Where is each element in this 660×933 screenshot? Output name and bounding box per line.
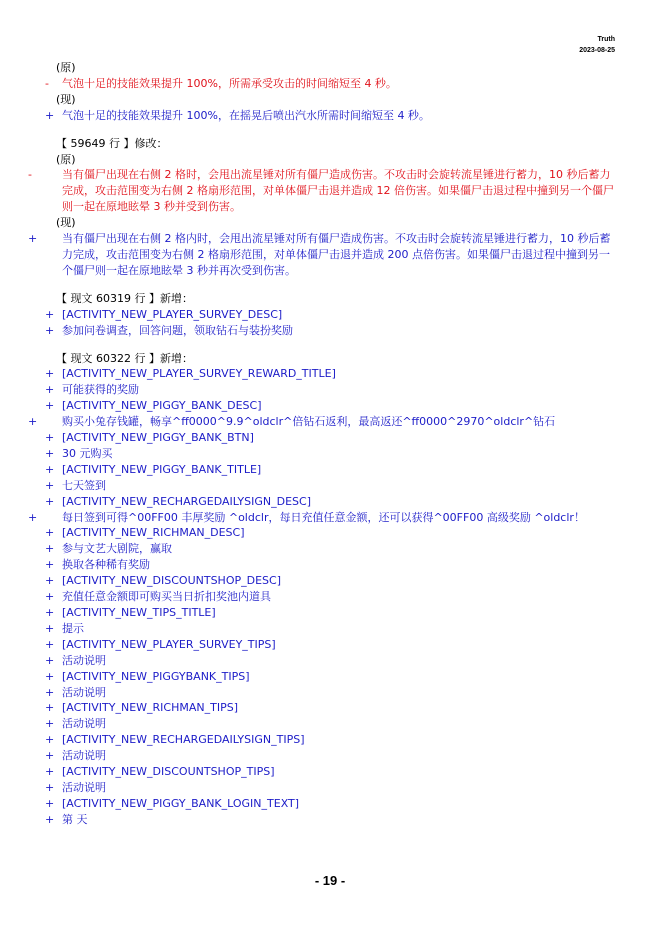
page-number: - 19 -: [314, 873, 346, 888]
section-label: 【 现文 60322 行 】新增：: [56, 351, 193, 365]
added-line: [45, 525, 620, 541]
added-line: [45, 796, 620, 812]
section-label: (原): [56, 152, 76, 166]
plus-marker: +: [45, 558, 55, 572]
added-line: [45, 573, 620, 589]
document-header-title: Truth: [597, 36, 615, 43]
added-line: [45, 478, 620, 494]
line-text: 参加问卷调查，回答问题，领取钻石与装扮奖励: [62, 323, 293, 337]
plus-marker: +: [45, 621, 55, 635]
added-line: [45, 541, 620, 557]
plus-marker: +: [45, 733, 55, 747]
plus-marker: +: [45, 399, 55, 413]
plus-marker: +: [45, 542, 55, 556]
deleted-line: [45, 76, 620, 92]
line-text: 每日签到可得^00FF00 丰厚奖励 ^oldclr，每日充值任意金额，还可以获得^00FF00 高级奖励 ^oldclr！: [62, 510, 585, 524]
line-text: 活动说明: [62, 717, 106, 731]
plus-marker: +: [45, 812, 55, 826]
plus-marker: +: [45, 701, 55, 715]
added-line: [45, 700, 620, 716]
added-line: [45, 780, 620, 796]
plus-marker: +: [45, 653, 55, 667]
plus-marker: +: [45, 765, 55, 779]
line-text: 第 天: [62, 812, 88, 826]
added-line: [45, 557, 620, 573]
plus-marker: +: [45, 606, 55, 619]
line-text: 换取各种稀有奖励: [62, 558, 150, 572]
plus-marker: +: [45, 323, 55, 337]
added-line: [45, 637, 620, 653]
added-line: [45, 307, 620, 323]
added-line: [45, 323, 620, 339]
line-text: 七天签到: [62, 478, 106, 492]
line-text: 活动说明: [62, 685, 106, 699]
plus-marker: +: [45, 383, 55, 397]
line-text: [ACTIVITY_NEW_PLAYER_SURVEY_REWARD_TITLE]: [62, 367, 336, 381]
document-body: [28, 60, 620, 828]
added-line: [45, 462, 620, 478]
added-line: [45, 621, 620, 637]
line-text: 活动说明: [62, 653, 106, 667]
line-text: 可能获得的奖励: [62, 383, 139, 397]
plus-marker: +: [45, 669, 55, 683]
paragraph-gap: [45, 124, 620, 136]
line-text: [ACTIVITY_NEW_PIGGY_BANK_DESC]: [62, 399, 262, 413]
added-line: [45, 382, 620, 398]
plus-marker: +: [45, 108, 55, 122]
line-text: 提示: [62, 621, 84, 635]
added-line: [28, 231, 620, 279]
section-label: 【 现文 60319 行 】新增：: [56, 291, 193, 305]
plus-marker: +: [45, 307, 55, 321]
plus-marker: +: [45, 590, 55, 604]
line-text: [ACTIVITY_NEW_PLAYER_SURVEY_DESC]: [62, 307, 283, 321]
added-line: [45, 589, 620, 605]
line-text: 参与文艺大剧院，赢取: [62, 542, 172, 556]
paragraph-gap: [45, 279, 620, 291]
line-text: 当有僵尸出现在右侧 2 格时，会甩出流星锤对所有僵尸造成伤害。不攻击时会旋转流星锤进行蓄力，10 秒后蓄力完成，攻击范围变为右侧 2 格扇形范围，对单体僵尸击退并造成 12 倍伤害。如果僵尸击退过程中撞到另一个僵尸则一起在原地眩晕 3 秒并受到伤害。: [62, 168, 614, 214]
plus-marker: +: [45, 526, 55, 540]
added-line: [28, 414, 620, 430]
line-text: [ACTIVITY_NEW_TIPS_TITLE]: [62, 606, 216, 619]
plus-marker: +: [45, 685, 55, 699]
line-text: [ACTIVITY_NEW_DISCOUNTSHOP_DESC]: [62, 574, 281, 588]
line-text: 活动说明: [62, 780, 106, 794]
plus-marker: +: [28, 232, 38, 246]
plus-marker: +: [45, 637, 55, 651]
added-line: [45, 764, 620, 780]
plus-marker: +: [45, 367, 55, 381]
added-line: [45, 446, 620, 462]
line-text: 气泡十足的技能效果提升 100%，所需承受攻击的时间缩短至 4 秒。: [62, 76, 397, 90]
line-text: [ACTIVITY_NEW_PIGGY_BANK_TITLE]: [62, 462, 262, 476]
line-text: [ACTIVITY_NEW_RECHARGEDAILYSIGN_DESC]: [62, 494, 312, 508]
line-text: [ACTIVITY_NEW_DISCOUNTSHOP_TIPS]: [62, 765, 275, 779]
line-text: 充值任意金额即可购买当日折扣奖池内道具: [62, 590, 271, 604]
line-text: 30 元购买: [62, 446, 113, 460]
line-text: [ACTIVITY_NEW_PIGGY_BANK_BTN]: [62, 431, 254, 445]
line-text: [ACTIVITY_NEW_RICHMAN_DESC]: [62, 526, 245, 540]
line-text: [ACTIVITY_NEW_PIGGYBANK_TIPS]: [62, 669, 250, 683]
line-text: 购买小兔存钱罐，畅享^ff0000^9.9^oldclr^倍钻石返利，最高返还^ff0000^2970^oldclr^钻石: [62, 415, 556, 429]
added-line: [45, 108, 620, 124]
section-label: (现): [56, 92, 76, 106]
line-text: [ACTIVITY_NEW_PIGGY_BANK_LOGIN_TEXT]: [62, 796, 300, 810]
plus-marker: +: [45, 574, 55, 588]
line-text: [ACTIVITY_NEW_RICHMAN_TIPS]: [62, 701, 238, 715]
line-text: 当有僵尸出现在右侧 2 格内时，会甩出流星锤对所有僵尸造成伤害。不攻击时会旋转流星锤进行蓄力，10 秒后蓄力完成，攻击范围变为右侧 2 格扇形范围，对单体僵尸击退并造成 200 点倍伤害。如果僵尸击退过程中撞到另一个僵尸则一起在原地眩晕 3 秒并再次受到伤害。: [62, 232, 611, 277]
added-line: [45, 685, 620, 701]
added-line: [45, 605, 620, 621]
line-text: [ACTIVITY_NEW_RECHARGEDAILYSIGN_TIPS]: [62, 733, 305, 747]
added-line: [45, 398, 620, 414]
plus-marker: +: [45, 796, 55, 810]
added-line: [45, 653, 620, 669]
section-label: (原): [56, 61, 76, 74]
deleted-line: [28, 167, 620, 215]
plus-marker: +: [45, 446, 55, 460]
plus-marker: +: [28, 510, 38, 524]
plus-marker: +: [45, 478, 55, 492]
plus-marker: +: [45, 780, 55, 794]
line-text: 气泡十足的技能效果提升 100%，在摇晃后喷出汽水所需时间缩短至 4 秒。: [62, 108, 430, 122]
added-line: [45, 430, 620, 446]
plus-marker: +: [45, 494, 55, 508]
minus-marker: -: [45, 76, 49, 90]
plus-marker: +: [28, 415, 38, 429]
added-line: [45, 669, 620, 685]
plus-marker: +: [45, 462, 55, 476]
added-line: [45, 366, 620, 382]
paragraph-gap: [45, 339, 620, 351]
minus-marker: -: [28, 168, 32, 182]
added-line: [28, 510, 620, 526]
added-line: [45, 812, 620, 828]
added-line: [45, 732, 620, 748]
added-line: [45, 494, 620, 510]
plus-marker: +: [45, 717, 55, 731]
section-label: 【 59649 行 】修改：: [56, 136, 168, 150]
plus-marker: +: [45, 431, 55, 445]
line-text: [ACTIVITY_NEW_PLAYER_SURVEY_TIPS]: [62, 637, 276, 651]
section-label: (现): [56, 216, 76, 230]
line-text: 活动说明: [62, 749, 106, 763]
added-line: [45, 748, 620, 764]
document-header-date: 2023-08-25: [579, 47, 615, 54]
added-line: [45, 716, 620, 732]
plus-marker: +: [45, 749, 55, 763]
